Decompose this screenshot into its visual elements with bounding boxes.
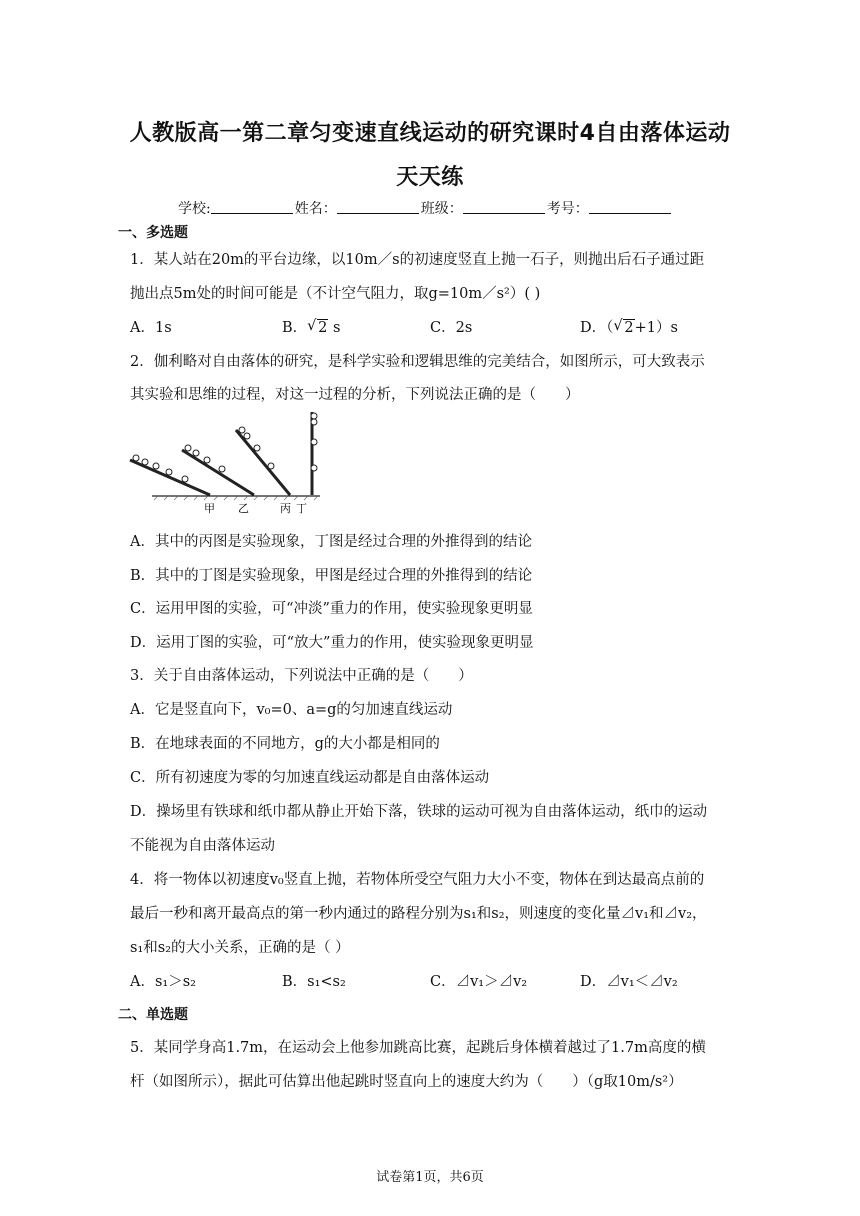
question-1-line-1: 1．某人站在20m的平台边缘，以10m／s的初速度竖直上抛一石子，则抛出后石子通过距 bbox=[130, 252, 705, 268]
name-blank[interactable] bbox=[337, 201, 419, 214]
school-blank[interactable] bbox=[211, 201, 293, 214]
q4-option-d[interactable]: D．⊿v₁＜⊿v₂ bbox=[580, 974, 678, 990]
balls-bing bbox=[239, 427, 274, 469]
q1-option-a[interactable]: A．1s bbox=[130, 320, 172, 336]
plane-bing bbox=[236, 430, 290, 495]
label-yi: 乙 bbox=[238, 502, 249, 515]
plane-jia bbox=[130, 460, 210, 495]
q3-option-b[interactable]: B．在地球表面的不同地方，g的大小都是相同的 bbox=[130, 736, 440, 752]
question-5-line-2: 杆（如图所示），据此可估算出他起跳时竖直向上的速度大约为（ ）（g取10m/s²） bbox=[130, 1074, 683, 1090]
class-label: 班级： bbox=[420, 201, 463, 217]
q4-option-c[interactable]: C．⊿v₁＞⊿v₂ bbox=[430, 974, 528, 990]
q1-option-d-suffix: +1）s bbox=[634, 320, 678, 336]
q1-option-b-suffix: s bbox=[333, 320, 341, 336]
question-4-options bbox=[130, 970, 750, 990]
question-4-line-2: 最后一秒和离开最高点的第一秒内通过的路程分别为s₁和s₂，则速度的变化量⊿v₁和⊿v₂， bbox=[130, 906, 707, 922]
label-bing: 丙 bbox=[280, 502, 291, 515]
question-4-line-3: s₁和s₂的大小关系，正确的是（ ） bbox=[130, 940, 350, 956]
section-heading-multiple-choice: 一、多选题 bbox=[118, 225, 188, 241]
class-blank[interactable] bbox=[463, 201, 545, 214]
question-1-line-2: 抛出点5m处的时间可能是（不计空气阻力，取g=10m／s²）( ) bbox=[130, 286, 541, 302]
q2-option-d[interactable]: D．运用丁图的实验，可“放大”重力的作用，使实验现象更明显 bbox=[130, 635, 534, 651]
radicand: 2 bbox=[318, 320, 328, 336]
school-label: 学校: bbox=[178, 201, 211, 217]
q1-option-d[interactable] bbox=[580, 316, 678, 337]
page-subtitle: 天天练 bbox=[396, 165, 464, 190]
question-4-line-1: 4．将一物体以初速度v₀竖直上抛，若物体所受空气阻力大小不变，物体在到达最高点前的 bbox=[130, 872, 705, 888]
q1-option-c[interactable]: C．2s bbox=[430, 320, 473, 336]
section-heading-single-choice: 二、单选题 bbox=[118, 1007, 188, 1023]
question-5-line-1: 5．某同学身高1.7m，在运动会上他参加跳高比赛，起跳后身体横着越过了1.7m高度的横 bbox=[130, 1040, 706, 1056]
name-label: 姓名： bbox=[294, 201, 337, 217]
balls-jia bbox=[133, 455, 188, 482]
q2-option-a[interactable]: A．其中的丙图是实验现象，丁图是经过合理的外推得到的结论 bbox=[130, 534, 532, 550]
label-jia: 甲 bbox=[204, 502, 215, 515]
question-2-line-2: 其实验和思维的过程，对这一过程的分析，下列说法正确的是（ ） bbox=[130, 387, 580, 403]
q1-option-b-prefix: B． bbox=[282, 320, 308, 336]
q3-option-a[interactable]: A．它是竖直向下，v₀=0、a=g的匀加速直线运动 bbox=[130, 702, 453, 718]
student-info-row bbox=[178, 198, 673, 218]
exam-no-blank[interactable] bbox=[589, 201, 671, 214]
q3-option-d-line-1[interactable]: D．操场里有铁球和纸巾都从静止开始下落，铁球的运动可视为自由落体运动，纸巾的运动 bbox=[130, 804, 708, 820]
sqrt-symbol bbox=[307, 320, 328, 336]
radicand: 2 bbox=[624, 320, 634, 336]
q4-option-a[interactable]: A．s₁＞s₂ bbox=[130, 974, 196, 990]
q4-option-b[interactable]: B．s₁<s₂ bbox=[282, 974, 346, 990]
q1-option-d-prefix: D．（ bbox=[580, 320, 614, 336]
question-2-line-1: 2．伽利略对自由落体的研究，是科学实验和逻辑思维的完美结合，如图所示，可大致表示 bbox=[130, 354, 705, 370]
page-title: 人教版高一第二章匀变速直线运动的研究课时4自由落体运动 bbox=[129, 121, 731, 146]
q1-option-b[interactable] bbox=[282, 316, 340, 337]
balls-yi bbox=[185, 445, 225, 472]
q2-option-c[interactable]: C．运用甲图的实验，可“冲淡”重力的作用，使实验现象更明显 bbox=[130, 601, 533, 617]
sqrt-symbol bbox=[613, 320, 634, 336]
question-1-options bbox=[130, 316, 750, 336]
galileo-inclined-plane-figure bbox=[128, 408, 328, 516]
page-footer: 试卷第1页，共6页 bbox=[376, 1170, 484, 1185]
label-ding: 丁 bbox=[296, 502, 307, 515]
exam-no-label: 考号： bbox=[546, 201, 589, 217]
q3-option-d-line-2[interactable]: 不能视为自由落体运动 bbox=[130, 838, 275, 854]
q3-option-c[interactable]: C．所有初速度为零的匀加速直线运动都是自由落体运动 bbox=[130, 770, 490, 786]
q2-option-b[interactable]: B．其中的丁图是实验现象，甲图是经过合理的外推得到的结论 bbox=[130, 568, 533, 584]
question-3-line-1: 3．关于自由落体运动，下列说法中正确的是（ ） bbox=[130, 668, 473, 684]
